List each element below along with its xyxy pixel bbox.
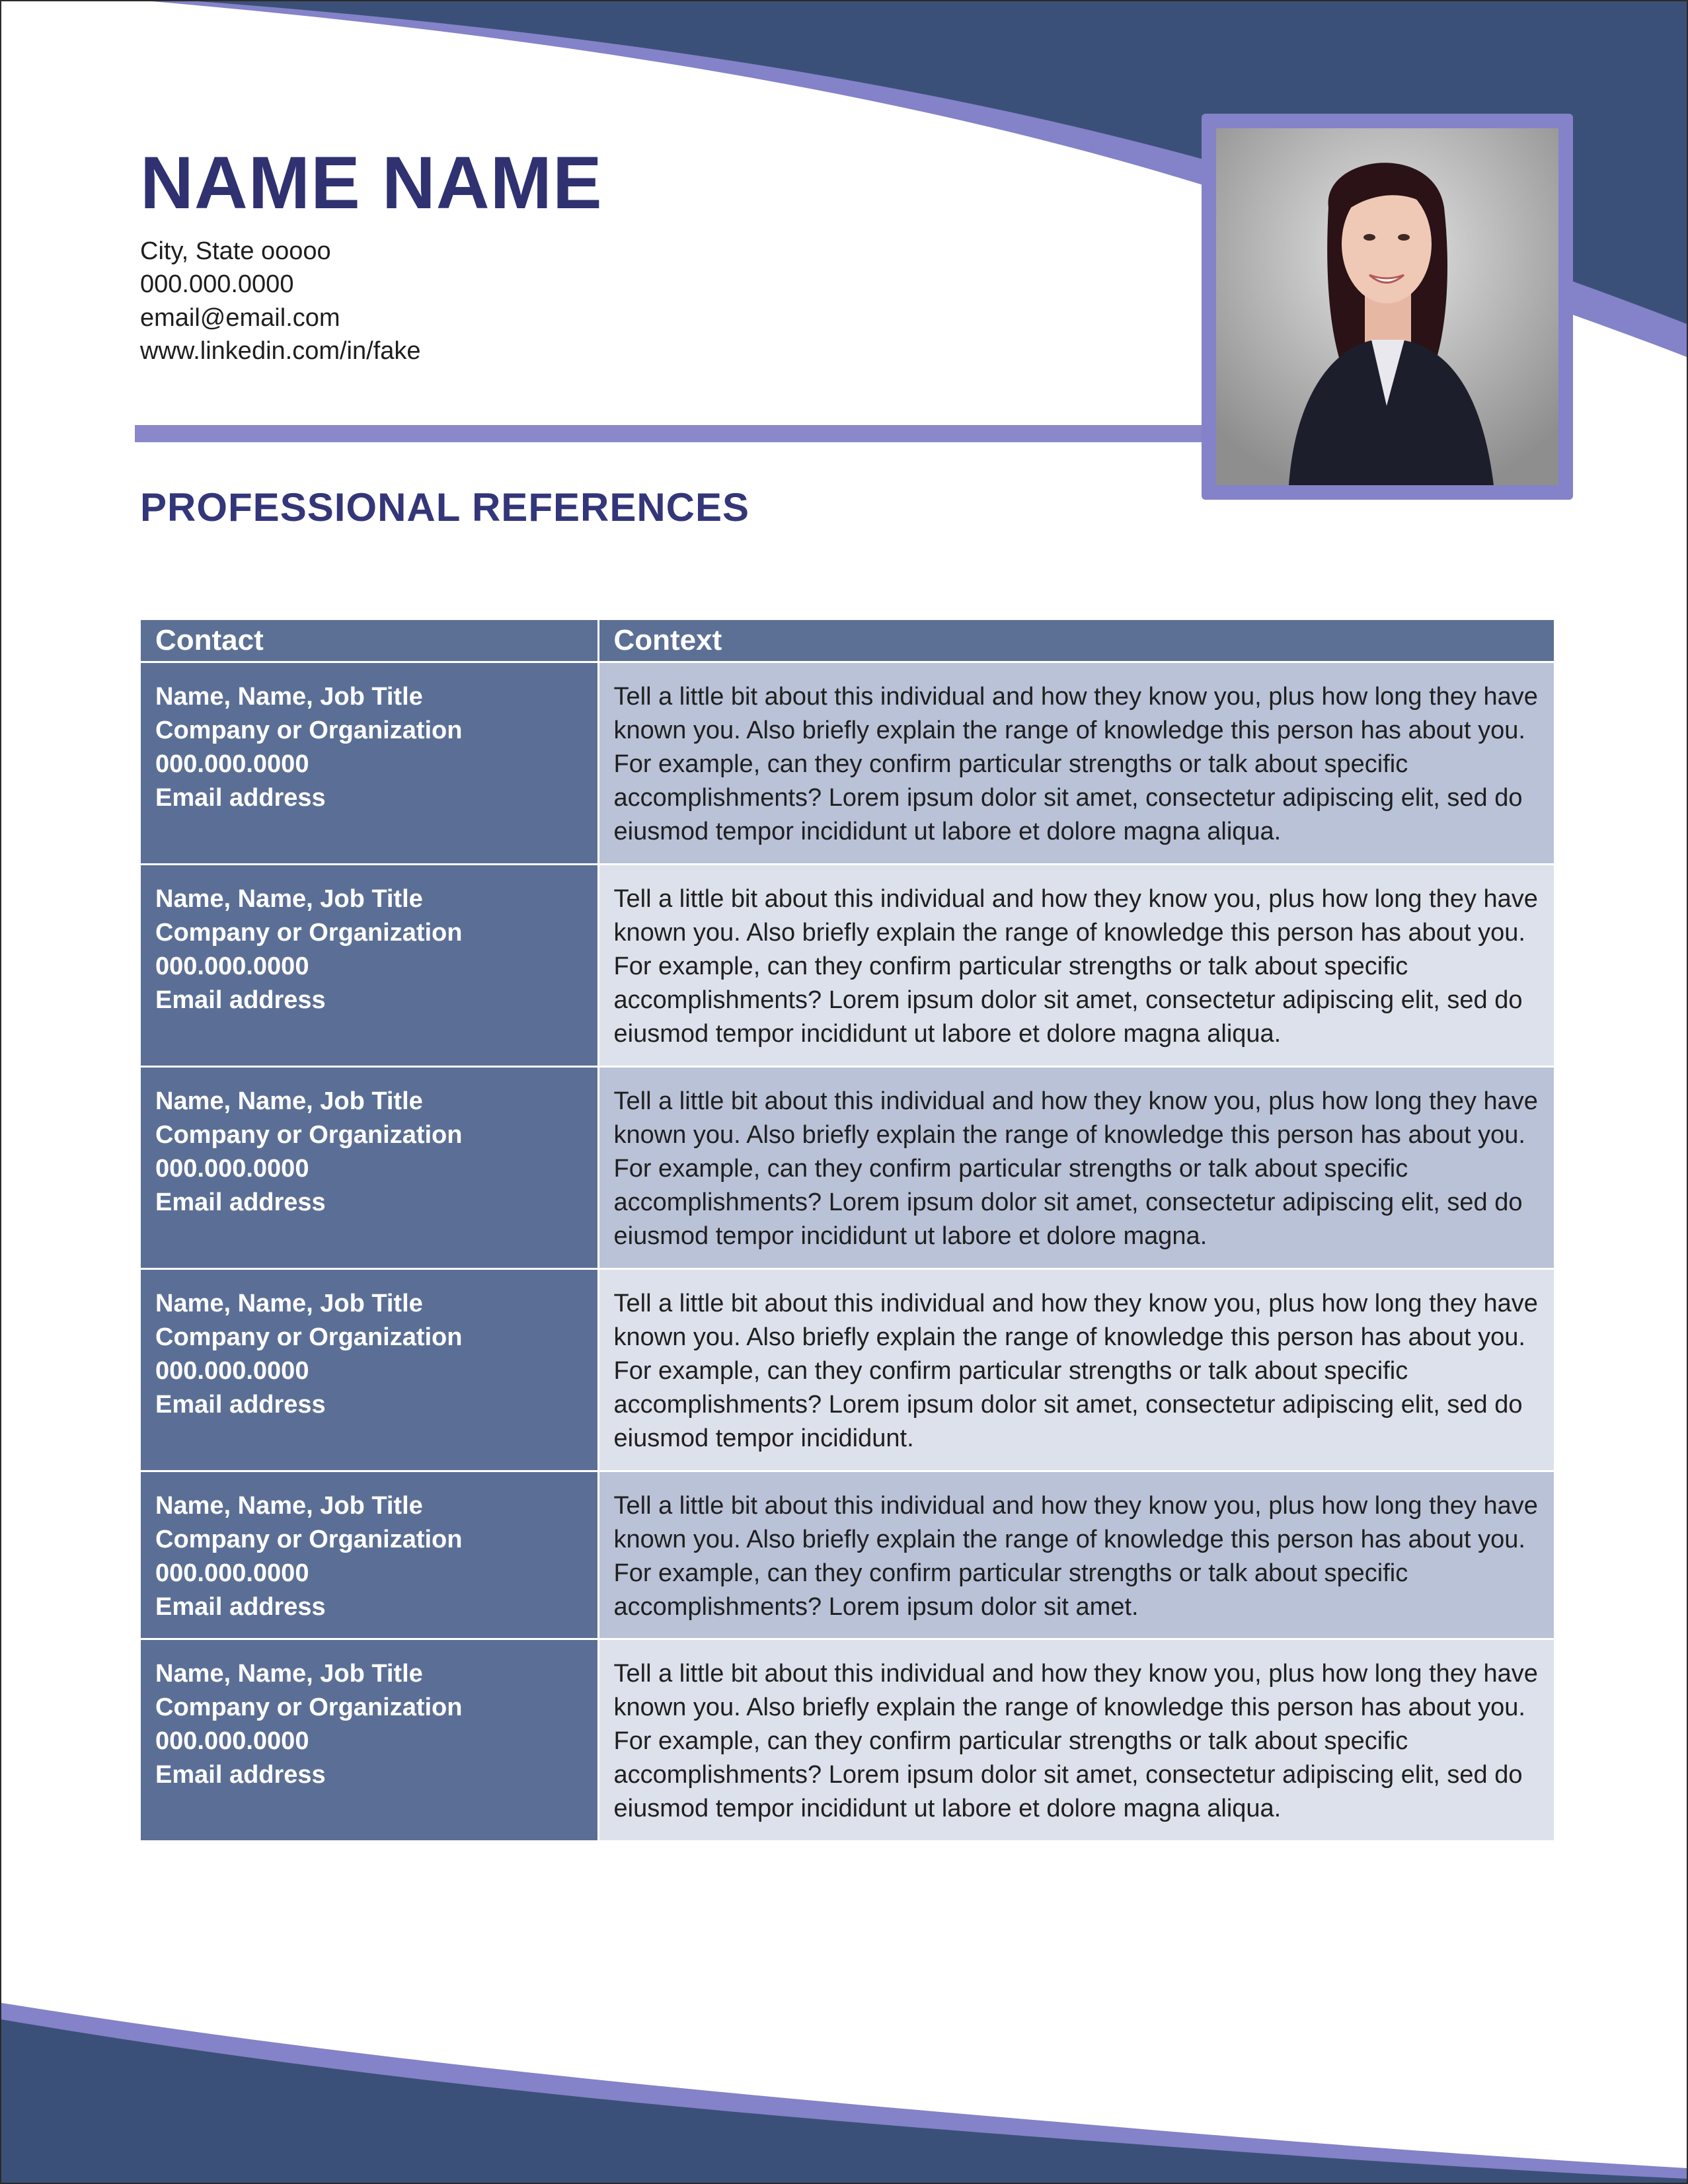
table-row (141, 1269, 1554, 1471)
reference-email: Email address (155, 784, 326, 812)
reference-email: Email address (155, 1189, 326, 1216)
profile-photo (1216, 128, 1558, 485)
reference-email: Email address (155, 1391, 326, 1419)
contact-cell (141, 1639, 598, 1842)
reference-name: Name, Name, Job Title (155, 1492, 423, 1520)
reference-name: Name, Name, Job Title (155, 1087, 423, 1115)
reference-email: Email address (155, 1761, 326, 1789)
contact-cell (141, 1067, 598, 1269)
address-text: City, State ooooo (140, 237, 331, 265)
context-cell: Tell a little bit about this individual and how they know you, plus how long they have known you. Also briefly explain the range of knowledge this person has about you. For example, can they confirm particular strengths or talk about specific accomplishments? Lorem ipsum dolor sit amet, consectetur adipiscing elit, sed do eiusmod tempor incididunt ut labore et dolore magna. (598, 1067, 1554, 1269)
email-text: email@email.com (140, 304, 340, 332)
reference-phone: 000.000.0000 (155, 953, 309, 980)
reference-name: Name, Name, Job Title (155, 1660, 423, 1688)
reference-company: Company or Organization (155, 1694, 463, 1721)
reference-name: Name, Name, Job Title (155, 885, 423, 913)
table-row (141, 865, 1554, 1067)
reference-company: Company or Organization (155, 717, 463, 744)
context-cell: Tell a little bit about this individual and how they know you, plus how long they have known you. Also briefly explain the range of knowledge this person has about you. For example, can they confirm particular strengths or talk about specific accomplishments? Lorem ipsum dolor sit amet, consectetur adipiscing elit, sed do eiusmod tempor incididunt ut labore et dolore magna aliqua. (598, 662, 1554, 865)
table-header-row (141, 620, 1554, 662)
reference-company: Company or Organization (155, 1323, 463, 1351)
context-column-header: Context (598, 620, 1554, 662)
section-title: PROFESSIONAL REFERENCES (140, 485, 750, 529)
context-cell: Tell a little bit about this individual and how they know you, plus how long they have known you. Also briefly explain the range of knowledge this person has about you. For example, can they confirm particular strengths or talk about specific accomplishments? Lorem ipsum dolor sit amet, consectetur adipiscing elit, sed do eiusmod tempor incididunt ut labore et dolore magna aliqua. (598, 865, 1554, 1067)
reference-company: Company or Organization (155, 1121, 463, 1149)
reference-phone: 000.000.0000 (155, 1155, 309, 1183)
table-row (141, 1471, 1554, 1639)
reference-email: Email address (155, 986, 326, 1014)
reference-name: Name, Name, Job Title (155, 683, 423, 711)
table-row (141, 1639, 1554, 1842)
phone-text: 000.000.0000 (140, 270, 294, 298)
reference-email: Email address (155, 1593, 326, 1621)
reference-company: Company or Organization (155, 1526, 463, 1553)
contact-cell (141, 662, 598, 865)
context-cell: Tell a little bit about this individual and how they know you, plus how long they have known you. Also briefly explain the range of knowledge this person has about you. For example, can they confirm particular strengths or talk about specific accomplishments? Lorem ipsum dolor sit amet. (598, 1471, 1554, 1639)
linkedin-text: www.linkedin.com/in/fake (140, 337, 421, 365)
header-divider (135, 425, 1206, 442)
reference-company: Company or Organization (155, 919, 463, 947)
table-row (141, 1067, 1554, 1269)
contact-cell (141, 1269, 598, 1471)
reference-phone: 000.000.0000 (155, 1559, 309, 1587)
reference-phone: 000.000.0000 (155, 1727, 309, 1755)
context-cell: Tell a little bit about this individual and how they know you, plus how long they have known you. Also briefly explain the range of knowledge this person has about you. For example, can they confirm particular strengths or talk about specific accomplishments? Lorem ipsum dolor sit amet, consectetur adipiscing elit, sed do eiusmod tempor incididunt ut labore et dolore magna aliqua. (598, 1639, 1554, 1842)
reference-phone: 000.000.0000 (155, 1357, 309, 1385)
candidate-name: NAME NAME (140, 141, 603, 224)
profile-photo-frame (1202, 114, 1573, 500)
table-row (141, 662, 1554, 865)
contact-cell (141, 865, 598, 1067)
contact-column-header: Contact (141, 620, 598, 662)
references-table (141, 620, 1554, 1842)
reference-name: Name, Name, Job Title (155, 1290, 423, 1317)
context-cell: Tell a little bit about this individual and how they know you, plus how long they have known you. Also briefly explain the range of knowledge this person has about you. For example, can they confirm particular strengths or talk about specific accomplishments? Lorem ipsum dolor sit amet, consectetur adipiscing elit, sed do eiusmod tempor incididunt. (598, 1269, 1554, 1471)
contact-cell (141, 1471, 598, 1639)
reference-phone: 000.000.0000 (155, 750, 309, 778)
